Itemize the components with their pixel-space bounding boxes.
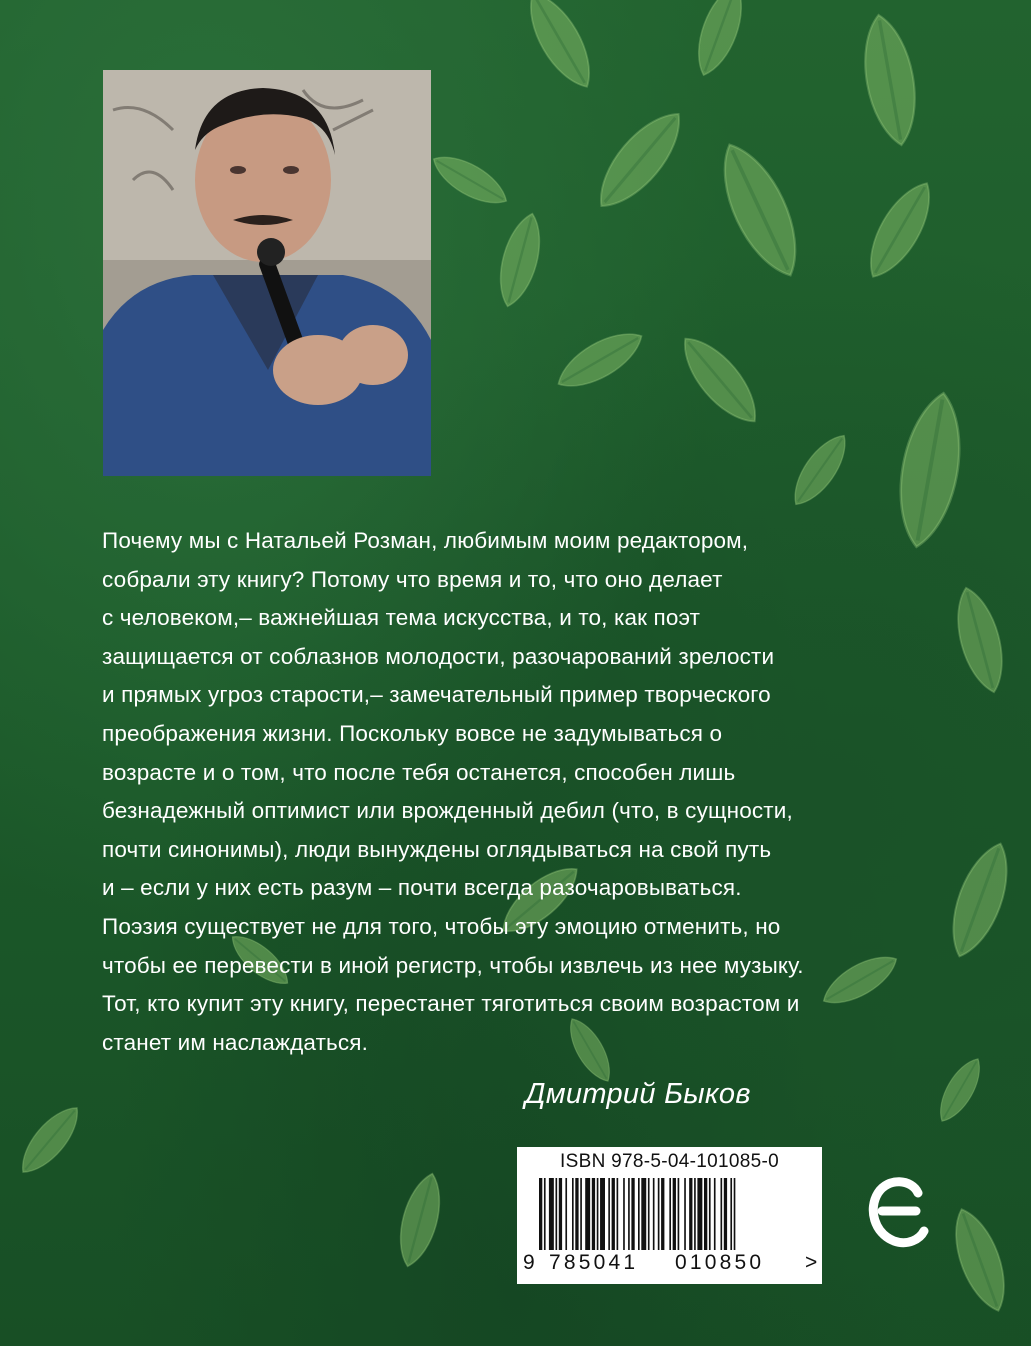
barcode-bar — [631, 1178, 634, 1250]
barcode-bar — [641, 1178, 646, 1250]
barcode-bar — [673, 1178, 676, 1250]
barcode-bar — [661, 1178, 664, 1250]
leaf-shape — [688, 0, 752, 81]
barcode-bar — [734, 1178, 736, 1250]
eksmo-logo-icon — [866, 1171, 932, 1253]
barcode-bar — [612, 1178, 615, 1250]
blurb-line: чтобы ее перевести в иной регистр, чтобы извлечь из нее музыку. — [102, 952, 804, 978]
barcode-bar — [678, 1178, 680, 1250]
isbn-label: ISBN 978-5-04-101085-0 — [560, 1151, 779, 1172]
barcode-digit-end: > — [805, 1251, 818, 1274]
blurb-line: возрасте и о том, что после тебя останется, способен лишь — [102, 759, 736, 785]
barcode-bar — [544, 1178, 546, 1250]
blurb-line: почти синонимы), люди вынуждены оглядываться на свой путь — [102, 836, 772, 862]
barcode-bar — [585, 1178, 590, 1250]
blurb-line: и прямых угроз старости,– замечательный пример творческого — [102, 682, 771, 708]
author-photo — [103, 70, 431, 476]
blurb-line: с человеком,– важнейшая тема искусства, и то, как поэт — [102, 605, 701, 631]
barcode-bar — [580, 1178, 582, 1250]
barcode-bar — [704, 1178, 707, 1250]
barcode-bar — [724, 1178, 727, 1250]
barcode-bar — [669, 1178, 671, 1250]
barcode-bar — [658, 1178, 660, 1250]
barcode-bar — [648, 1178, 650, 1250]
blurb-line: Тот, кто купит эту книгу, перестанет тяготиться своим возрастом и — [102, 991, 800, 1017]
barcode-digit-first: 9 — [523, 1251, 535, 1274]
barcode-bar — [565, 1178, 567, 1250]
barcode-bar — [689, 1178, 692, 1250]
barcode-bar — [572, 1178, 574, 1250]
barcode-bar — [575, 1178, 578, 1250]
barcode-bar — [653, 1178, 655, 1250]
barcode-bar — [549, 1178, 554, 1250]
blurb-line: защищается от соблазнов молодости, разочарований зрелости — [102, 643, 775, 669]
barcode-bar — [600, 1178, 605, 1250]
blurb-line: Поэзия существует не для того, чтобы эту эмоцию отменить, но — [102, 913, 781, 939]
barcode-bar — [638, 1178, 640, 1250]
blurb-text — [102, 522, 932, 1062]
barcode-bar — [623, 1178, 625, 1250]
barcode-bar — [539, 1178, 542, 1250]
barcode-bar — [684, 1178, 686, 1250]
barcode-bar — [559, 1178, 562, 1250]
barcode-bar — [597, 1178, 599, 1250]
blurb-line: станет им наслаждаться. — [102, 1029, 369, 1055]
barcode-bar — [556, 1178, 558, 1250]
isbn-barcode — [517, 1147, 822, 1284]
barcode-bars — [539, 1178, 801, 1262]
author-signature: Дмитрий Быков — [525, 1078, 751, 1110]
barcode-bar — [721, 1178, 723, 1250]
barcode-digits-right: 010850 — [675, 1251, 765, 1274]
barcode-bar — [709, 1178, 711, 1250]
barcode-bar — [628, 1178, 630, 1250]
barcode-bar — [730, 1178, 732, 1250]
blurb-line: собрали эту книгу? Потому что время и то, что оно делает — [102, 566, 723, 592]
barcode-bar — [694, 1178, 696, 1250]
barcode-bar — [697, 1178, 702, 1250]
blurb-line: преображения жизни. Поскольку вовсе не задумываться о — [102, 720, 723, 746]
barcode-bar — [714, 1178, 716, 1250]
barcode-bar — [608, 1178, 610, 1250]
barcode-digits-left: 785041 — [549, 1251, 639, 1274]
barcode-bar — [617, 1178, 619, 1250]
leaf-shape — [517, 0, 604, 96]
blurb-line: Почему мы с Натальей Розман, любимым моим редактором, — [102, 528, 749, 553]
author-portrait-photo — [103, 70, 431, 476]
blurb-line: и – если у них есть разум – почти всегда разочаровываться. — [102, 875, 742, 901]
barcode-bar — [592, 1178, 595, 1250]
blurb-line: безнадежный оптимист или врожденный дебил (что, в сущности, — [102, 798, 793, 824]
